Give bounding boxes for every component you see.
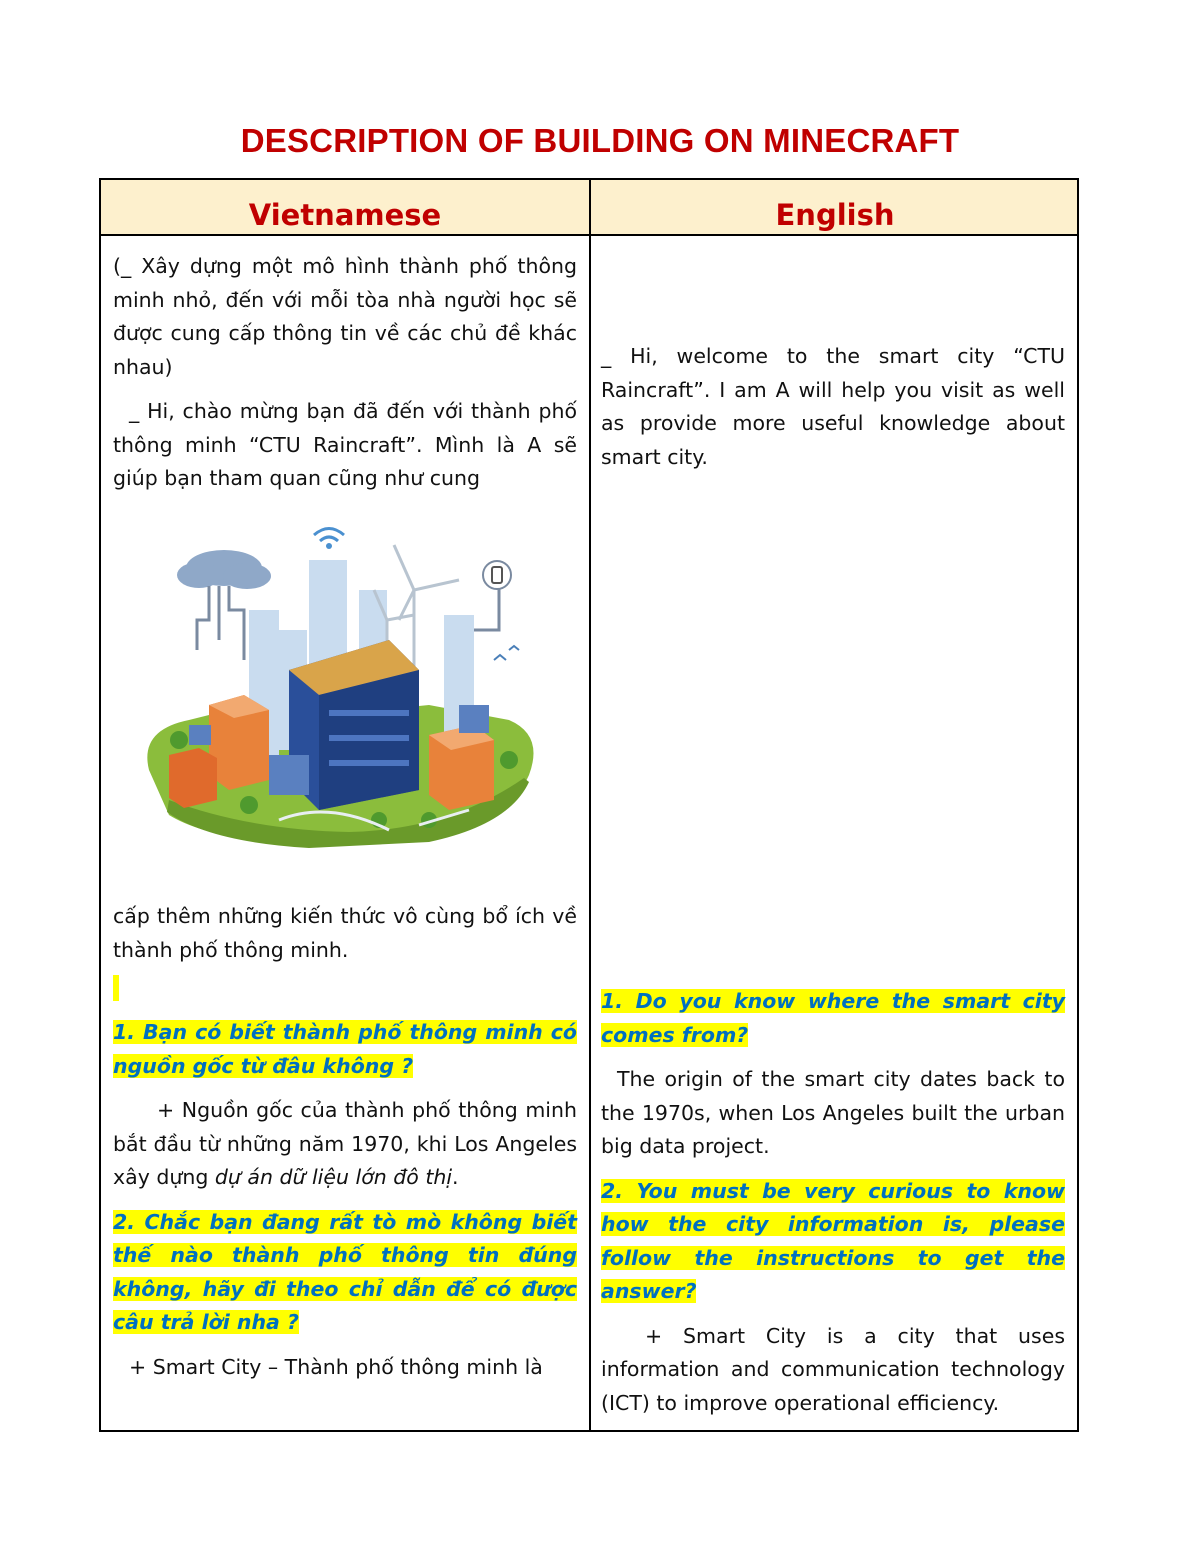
english-question-2: 2. You must be very curious to know how the city information is, please follow the instructions to get the answer? xyxy=(601,1178,1065,1303)
vietnamese-greeting-cont-cell xyxy=(113,900,577,967)
vietnamese-intro-note: (_ Xây dựng một mô hình thành phố thông minh nhỏ, đến với mỗi tòa nhà người học sẽ được cung cấp thông tin về các chủ đề khác nhau) xyxy=(113,254,577,379)
translation-table xyxy=(99,178,1079,1432)
highlight-marker xyxy=(113,975,119,1001)
column-divider xyxy=(589,180,591,1430)
vietnamese-qa-cell xyxy=(113,1016,577,1384)
vietnamese-answer-1: + Nguồn gốc của thành phố thông minh bắt đầu từ những năm 1970, khi Los Angeles xây dựng dự án dữ liệu lớn đô thị. xyxy=(113,1098,577,1189)
english-question-1: 1. Do you know where the smart city comes from? xyxy=(601,989,1065,1047)
vietnamese-question-1: 1. Bạn có biết thành phố thông minh có nguồn gốc từ đâu không ? xyxy=(113,1020,577,1078)
english-greeting: _ Hi, welcome to the smart city “CTU Raincraft”. I am A will help you visit as well as provide more useful knowledge about smart city. xyxy=(601,344,1065,469)
column-header-english: English xyxy=(775,198,895,232)
vietnamese-greeting-part1: _ Hi, chào mừng bạn đã đến với thành phố thông minh “CTU Raincraft”. Mình là A sẽ giúp bạn tham quan cũng như cung xyxy=(113,399,577,490)
column-header-vietnamese: Vietnamese xyxy=(248,198,442,232)
vietnamese-question-2: 2. Chắc bạn đang rất tò mò không biết thế nào thành phố thông tin đúng không, hãy đi theo chỉ dẫn để có được câu trả lời nha ? xyxy=(113,1209,577,1334)
vietnamese-answer-2: + Smart City – Thành phố thông minh là xyxy=(129,1354,543,1379)
document-title: DESCRIPTION OF BUILDING ON MINECRAFT xyxy=(240,122,960,159)
english-answer-2: + Smart City is a city that uses information and communication technology (ICT) to improve operational efficiency. xyxy=(601,1323,1065,1415)
smart-city-illustration-icon xyxy=(129,520,549,860)
english-qa-cell xyxy=(601,985,1065,1420)
vietnamese-greeting-part2: cấp thêm những kiến thức vô cùng bổ ích về thành phố thông minh. xyxy=(113,904,577,962)
english-greeting-cell xyxy=(601,340,1065,474)
vietnamese-intro-cell xyxy=(113,250,577,496)
english-answer-1: The origin of the smart city dates back to the 1970s, when Los Angeles built the urban big data project. xyxy=(601,1067,1065,1158)
